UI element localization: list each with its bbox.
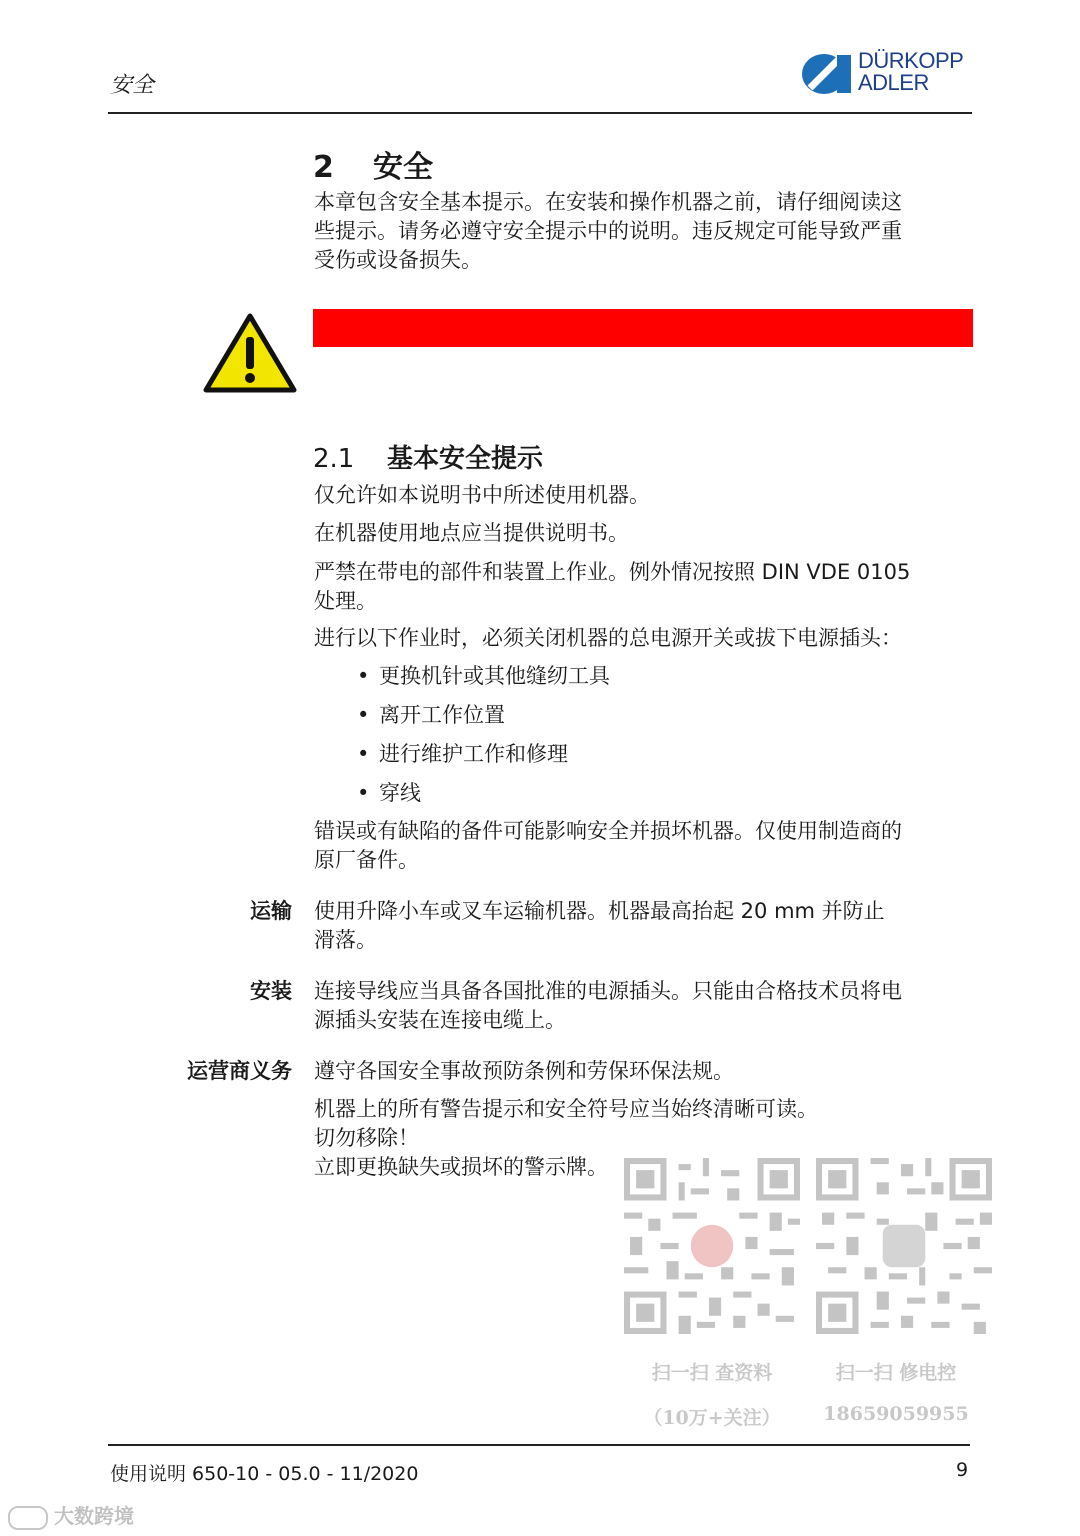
- section-paragraph-3: 严禁在带电的部件和装置上作业。例外情况按照 DIN VDE 0105 处理。: [314, 560, 911, 613]
- section-paragraph-1: 仅允许如本说明书中所述使用机器。: [314, 483, 650, 507]
- list-item: • 更换机针或其他缝纫工具: [357, 657, 610, 696]
- operator-text-1: 遵守各国安全事故预防条例和劳保环保法规。: [314, 1059, 734, 1083]
- bullet-list: [357, 657, 610, 813]
- footer-doc-info: 使用说明 650-10 - 05.0 - 11/2020: [110, 1463, 419, 1485]
- section-paragraph-4: 进行以下作业时，必须关闭机器的总电源开关或拔下电源插头：: [314, 626, 902, 650]
- brand-logo-text: DÜRKOPP ADLER: [858, 48, 964, 95]
- qr-code-left-icon: [624, 1158, 800, 1334]
- header-rule: [108, 112, 972, 114]
- danger-bar: [313, 309, 973, 347]
- install-label: 安装: [250, 979, 292, 1003]
- qr-code-right-icon: [816, 1158, 992, 1334]
- qr-left-caption-1: 扫一扫 查资料: [651, 1362, 773, 1384]
- operator-text-2: 机器上的所有警告提示和安全符号应当始终清晰可读。 切勿移除！ 立即更换缺失或损坏的警示牌。: [314, 1097, 818, 1179]
- list-item: • 离开工作位置: [357, 696, 610, 735]
- section-heading: [313, 438, 543, 475]
- section-title: 基本安全提示: [387, 444, 544, 474]
- brand-logo-icon: [800, 52, 856, 96]
- qr-left-caption-2: （10万+关注）: [643, 1407, 781, 1429]
- qr-right-caption-1: 扫一扫 修电控: [835, 1362, 957, 1384]
- install-text: 连接导线应当具备各国批准的电源插头。只能由合格技术员将电 源插头安装在连接电缆上。: [314, 979, 902, 1032]
- warning-triangle-icon: [203, 313, 297, 393]
- chapter-intro: 本章包含安全基本提示。在安装和操作机器之前，请仔细阅读这 些提示。请务必遵守安全提示中的说明。违反规定可能导致严重 受伤或设备损失。: [314, 190, 902, 272]
- section-paragraph-5: 错误或有缺陷的备件可能影响安全并损坏机器。仅使用制造商的 原厂备件。: [314, 819, 902, 872]
- chapter-heading: [313, 142, 433, 186]
- list-item: • 进行维护工作和修理: [357, 735, 610, 774]
- chapter-title: 安全: [373, 150, 433, 185]
- qr-right-caption-2: 18659059955: [823, 1403, 969, 1425]
- section-paragraph-2: 在机器使用地点应当提供说明书。: [314, 521, 629, 545]
- operator-label: 运营商义务: [187, 1059, 292, 1083]
- watermark-logo-icon: [8, 1506, 48, 1530]
- transport-text: 使用升降小车或叉车运输机器。机器最高抬起 20 mm 并防止 滑落。: [314, 899, 885, 952]
- page-number: 9: [956, 1459, 969, 1481]
- transport-label: 运输: [250, 899, 292, 923]
- watermark: [8, 1500, 134, 1530]
- footer-rule: [108, 1444, 970, 1446]
- chapter-number: 2: [313, 150, 334, 185]
- watermark-text: 大数跨境: [54, 1504, 134, 1528]
- header-section-title: 安全: [110, 73, 155, 98]
- section-number: 2.1: [313, 444, 355, 474]
- list-item: • 穿线: [357, 774, 610, 813]
